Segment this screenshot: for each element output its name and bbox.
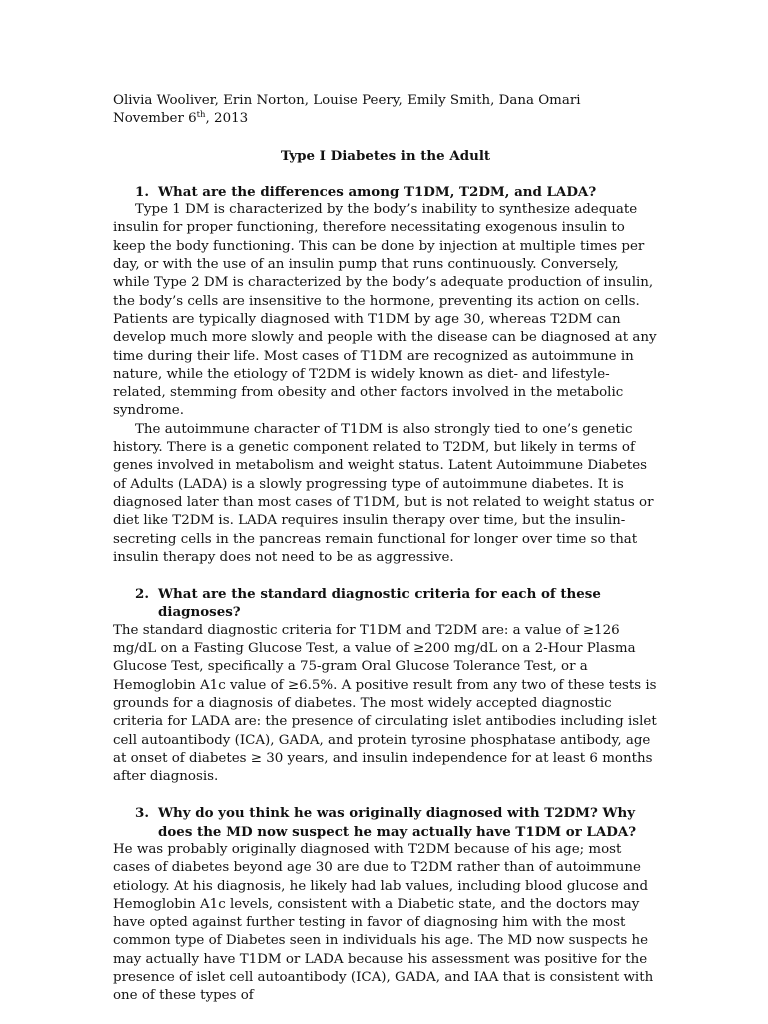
question-heading: [113, 585, 658, 622]
document-title: Type I Diabetes in the Adult: [280, 147, 491, 164]
question-text: What are the standard diagnostic criteria for each of these diagnoses?: [158, 586, 601, 621]
question-heading: [113, 183, 658, 201]
answer-paragraph: Type 1 DM is characterized by the body’s inability to synthesize adequate insulin for proper functioning, therefore necessitating exogenous insulin to keep the body functioning. This can be done by injection at multiple times per day, or with the use of an insulin pump that runs continuously. Conversely, while Type 2 DM is characterized by the body’s adequate production of insulin, the body’s cells are insensitive to the hormone, preventing its action on cells. Patients are typically diagnosed with T1DM by age 30, whereas T2DM can develop much more slowly and people with the disease can be diagnosed at any time during their life. Most cases of T1DM are recognized as autoimmune in nature, while the etiology of T2DM is widely known as diet- and lifestyle-related, stemming from obesity and other factors involved in the metabolic syndrome.: [113, 202, 657, 419]
date-year: , 2013: [205, 111, 249, 127]
question-number: 2.: [135, 586, 149, 603]
date-ordinal: th: [196, 110, 206, 121]
question-number: 1.: [135, 183, 149, 200]
question-heading: [113, 804, 658, 841]
question-number: 3.: [135, 805, 149, 822]
document-date: [113, 110, 658, 128]
answer-paragraph: The standard diagnostic criteria for T1DM and T2DM are: a value of ≥126 mg/dL on a Fasting Glucose Test, a value of ≥200 mg/dL on a 2-Hour Plasma Glucose Test, specifically a 75-gram Oral Glucose Tolerance Test, or a Hemoglobin A1c value of ≥6.5%. A positive result from any two of these tests is grounds for a diagnosis of diabetes. The most widely accepted diagnostic criteria for LADA are: the presence of circulating islet antibodies including islet cell autoantibody (ICA), GADA, and protein tyrosine phosphatase antibody, age at onset of diabetes ≥ 30 years, and insulin independence for at least 6 months after diagnosis.: [113, 622, 657, 785]
date-text: November 6: [113, 111, 197, 127]
author-list: Olivia Wooliver, Erin Norton, Louise Peery, Emily Smith, Dana Omari: [113, 93, 581, 108]
question-text: What are the differences among T1DM, T2DM, and LADA?: [158, 183, 597, 200]
answer-paragraph: He was probably originally diagnosed with T2DM because of his age; most cases of diabetes beyond age 30 are due to T2DM rather than of autoimmune etiology. At his diagnosis, he likely had lab values, including blood glucose and Hemoglobin A1c levels, consistent with a Diabetic state, and the doctors may have opted against further testing in favor of diagnosing him with the most common type of Diabetes seen in individuals his age. The MD now suspects he may actually have T1DM or LADA because his assessment was positive for the presence of islet cell autoantibody (ICA), GADA, and IAA that is consistent with one of these types of: [113, 841, 654, 1004]
answer-paragraph: The autoimmune character of T1DM is also strongly tied to one’s genetic history. There is a genetic component related to T2DM, but likely in terms of genes involved in metabolism and weight status. Latent Autoimmune Diabetes of Adults (LADA) is a slowly progressing type of autoimmune diabetes. It is diagnosed later than most cases of T1DM, but is not related to weight status or diet like T2DM is. LADA requires insulin therapy over time, but the insulin-secreting cells in the pancreas remain functional for longer over time so that insulin therapy does not need to be as aggressive.: [113, 421, 654, 565]
question-text: Why do you think he was originally diagnosed with T2DM? Why does the MD now suspect he may actually have T1DM or LADA?: [158, 805, 637, 840]
